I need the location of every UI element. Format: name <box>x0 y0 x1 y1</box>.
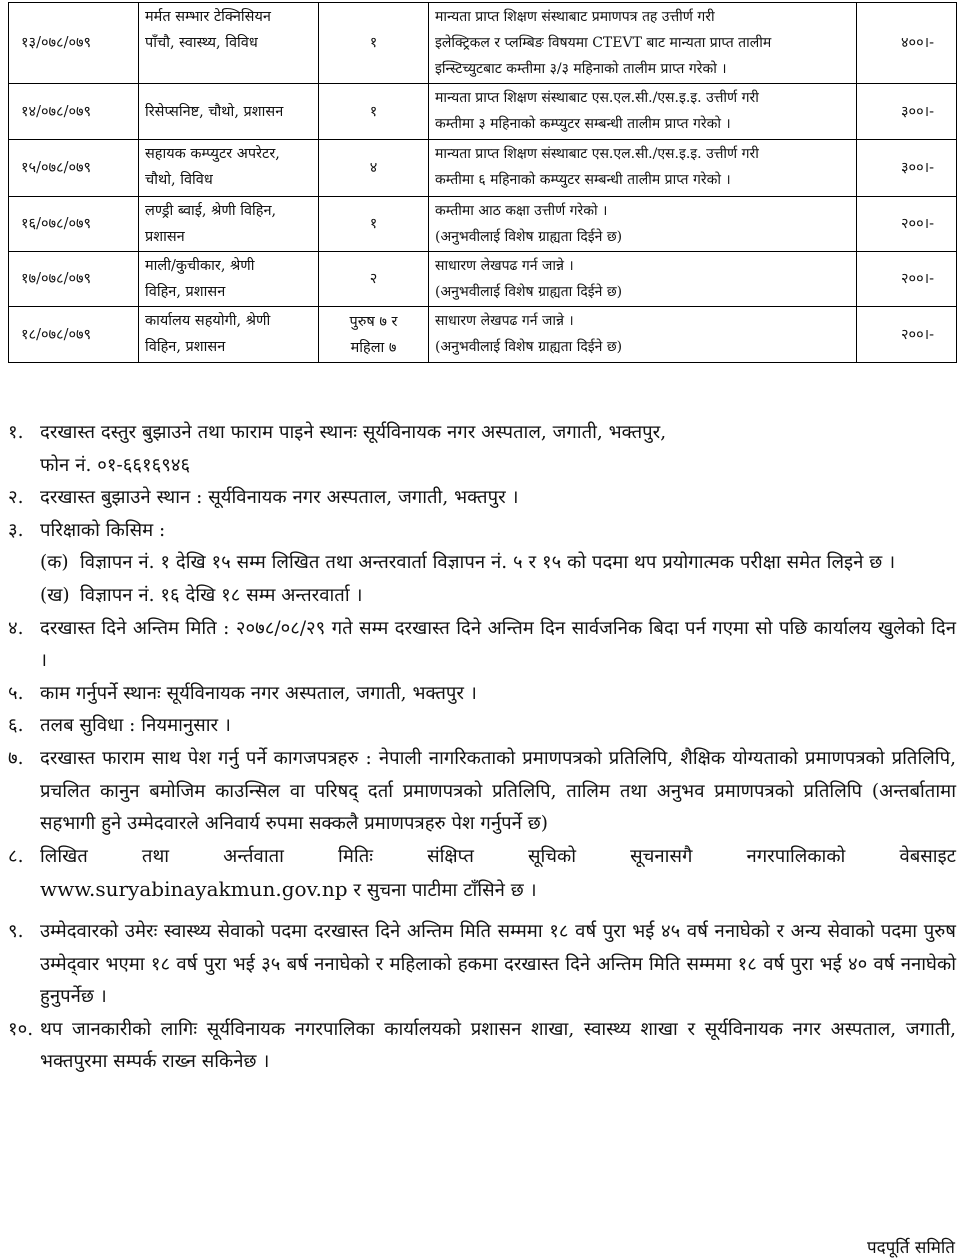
note-number: २. <box>8 487 24 509</box>
note-number: ९. <box>8 920 24 942</box>
note-number: ६. <box>8 715 24 737</box>
note-number: १. <box>8 422 24 443</box>
note-text: तलब सुविधा : नियमानुसार । <box>40 715 231 737</box>
website-link[interactable]: www.suryabinayakmun.gov.np <box>40 877 348 902</box>
post-title: कार्यालय सहयोगी, श्रेणी विहिन, प्रशासन <box>139 307 319 363</box>
note-text: लिखित तथा अर्न्तवाता मितिः संक्षिप्त सूचिको सूचनासगै नगरपालिकाको वेबसाइट <box>40 845 956 867</box>
post-count: २ <box>319 252 429 307</box>
vacancy-code: १७/०७८/०७९ <box>9 252 139 307</box>
note-5 <box>8 678 956 711</box>
vacancy-code: १४/०७८/०७९ <box>9 84 139 140</box>
note-text: दरखास्त दिने अन्तिम मिति : २०७८/०८/२९ गते सम्म दरखास्त दिने अन्तिम दिन सार्वजनिक बिदा पर्न गएमा सो पछि कार्यालय खुलेको दिन । <box>40 617 956 672</box>
table-row <box>9 307 957 363</box>
sub-text: विज्ञापन नं. १६ देखि १८ सम्म अन्तरवार्ता । <box>80 584 363 606</box>
table-row <box>9 84 957 140</box>
sub-label: (क) <box>40 552 69 574</box>
notes-list <box>8 417 956 1079</box>
qualification: साधारण लेखपढ गर्न जान्ने । (अनुभवीलाई विशेष ग्राह्यता दिईने छ) <box>429 252 857 307</box>
note-number: ३. <box>8 519 24 541</box>
post-count: पुरुष ७ र महिला ७ <box>319 307 429 363</box>
note-text: दरखास्त बुझाउने स्थान : सूर्यविनायक नगर अस्पताल, जगाती, भक्तपुर । <box>40 487 519 509</box>
post-title: सहायक कम्प्युटर अपरेटर, चौथो, विविध <box>139 140 319 197</box>
note-text: उम्मेदवारको उमेरः स्वास्थ्य सेवाको पदमा दरखास्त दिने अन्तिम मिति सम्ममा १८ वर्ष पुरा भई ४५ वर्ष ननाघेको र अन्य सेवाको पदमा पुरुष उम्मेद्‌वार भएमा १८ वर्ष पुरा भई ३५ बर्ष ननाघेको र महिलाको हकमा दरखास्त दिने अन्तिम मिति सम्ममा १८ वर्ष पुरा भई ४० वर्ष ननाघेको हुनुपर्नेछ । <box>40 920 956 1008</box>
application-fee: २००।- <box>857 252 957 307</box>
post-count: १ <box>319 84 429 140</box>
vacancy-code: १६/०७८/०७९ <box>9 197 139 252</box>
note-number: ४. <box>8 617 24 639</box>
note-10 <box>8 1014 956 1079</box>
post-title: रिसेप्सनिष्ट, चौथो, प्रशासन <box>139 84 319 140</box>
table-row <box>9 252 957 307</box>
application-fee: ४००।- <box>857 3 957 84</box>
note-2 <box>8 482 956 515</box>
phone-number: फोन नं. ०१-६६१६९४६ <box>40 454 191 476</box>
note-text: दरखास्त फाराम साथ पेश गर्नु पर्ने कागजपत्रहरु : नेपाली नागरिकताको प्रमाणपत्रको प्रतिलिपि, शैक्षिक योग्यताको प्रमाणपत्रको प्रतिलिपि, प्रचलित कानुन बमोजिम काउन्सिल वा परिषद् दर्ता प्रमाणपत्रको प्रतिलिपि, तालिम तथा अनुभव प्रमाणपत्रको प्रतिलिपि (अन्तर्बातामा सहभागी हुने उम्मेदवारले अनिवार्य रुपमा सक्कलै प्रमाणपत्रहरु पेश गर्नुपर्ने छ) <box>40 747 956 835</box>
post-title: मर्मत सम्भार टेक्निसियन पाँचौ, स्वास्थ्य, विविध <box>139 3 319 84</box>
note-8 <box>8 841 956 908</box>
note-7 <box>8 743 956 841</box>
note-number: ५. <box>8 682 24 704</box>
application-fee: ३००।- <box>857 84 957 140</box>
vacancy-code: १८/०७८/०७९ <box>9 307 139 363</box>
note-text: परिक्षाको किसिम : <box>40 519 166 541</box>
post-title: लण्ड्री ब्वाई, श्रेणी विहिन, प्रशासन <box>139 197 319 252</box>
sub-text: विज्ञापन नं. १ देखि १५ सम्म लिखित तथा अन्तरवार्ता विज्ञापन नं. ५ र १५ को पदमा थप प्रयोगात्मक परीक्षा समेत लिइने छ । <box>80 552 896 574</box>
note-1 <box>8 417 956 482</box>
note-3-sub-a <box>8 547 956 580</box>
qualification: मान्यता प्राप्त शिक्षण संस्थाबाट एस.एल.सी./एस.इ.इ. उत्तीर्ण गरी कम्तीमा ६ महिनाको कम्प्युटर सम्बन्धी तालीम प्राप्त गरेको । <box>429 140 857 197</box>
table-row <box>9 3 957 84</box>
note-3 <box>8 515 956 548</box>
note-text: दरखास्त दस्तुर बुझाउने तथा फाराम पाइने स्थानः सूर्यविनायक नगर अस्पताल, जगाती, भक्तपुर, <box>40 422 667 443</box>
qualification: साधारण लेखपढ गर्न जान्ने । (अनुभवीलाई विशेष ग्राह्यता दिईने छ) <box>429 307 857 363</box>
post-count: १ <box>319 3 429 84</box>
table-row <box>9 197 957 252</box>
note-number: ८. <box>8 845 24 867</box>
signature: पदपूर्ति समिति <box>867 1238 955 1258</box>
note-number: १०. <box>8 1018 34 1040</box>
application-fee: २००।- <box>857 307 957 363</box>
qualification: मान्यता प्राप्त शिक्षण संस्थाबाट एस.एल.सी./एस.इ.इ. उत्तीर्ण गरी कम्तीमा ३ महिनाको कम्प्युटर सम्बन्धी तालीम प्राप्त गरेको । <box>429 84 857 140</box>
note-4 <box>8 613 956 678</box>
application-fee: ३००।- <box>857 140 957 197</box>
note-text: थप जानकारीको लागिः सूर्यविनायक नगरपालिका कार्यालयको प्रशासन शाखा, स्वास्थ्य शाखा र सूर्यविनायक नगर अस्पताल, जगाती, भक्तपुरमा सम्पर्क राख्न सकिनेछ । <box>40 1018 956 1073</box>
post-count: १ <box>319 197 429 252</box>
vacancy-table <box>8 2 957 363</box>
qualification: कम्तीमा आठ कक्षा उत्तीर्ण गरेको । (अनुभवीलाई विशेष ग्राह्यता दिईने छ) <box>429 197 857 252</box>
note-text: र सुचना पाटीमा टाँसिने छ । <box>353 880 537 902</box>
table-row <box>9 140 957 197</box>
sub-label: (ख) <box>40 584 70 606</box>
note-9 <box>8 916 956 1014</box>
post-count: ४ <box>319 140 429 197</box>
qualification: मान्यता प्राप्त शिक्षण संस्थाबाट प्रमाणपत्र तह उत्तीर्ण गरी इलेक्ट्रिकल र प्लम्बिङ विषयमा CTEVT बाट मान्यता प्राप्त तालीम इन्स्टिच्युटबाट कम्तीमा ३/३ महिनाको तालीम प्राप्त गरेको । <box>429 3 857 84</box>
note-3-sub-b <box>8 580 956 613</box>
note-text: काम गर्नुपर्ने स्थानः सूर्यविनायक नगर अस्पताल, जगाती, भक्तपुर । <box>40 682 477 704</box>
application-fee: २००।- <box>857 197 957 252</box>
vacancy-code: १५/०७८/०७९ <box>9 140 139 197</box>
vacancy-code: १३/०७८/०७९ <box>9 3 139 84</box>
note-6 <box>8 710 956 743</box>
note-number: ७. <box>8 747 24 769</box>
post-title: माली/कुचीकार, श्रेणी विहिन, प्रशासन <box>139 252 319 307</box>
